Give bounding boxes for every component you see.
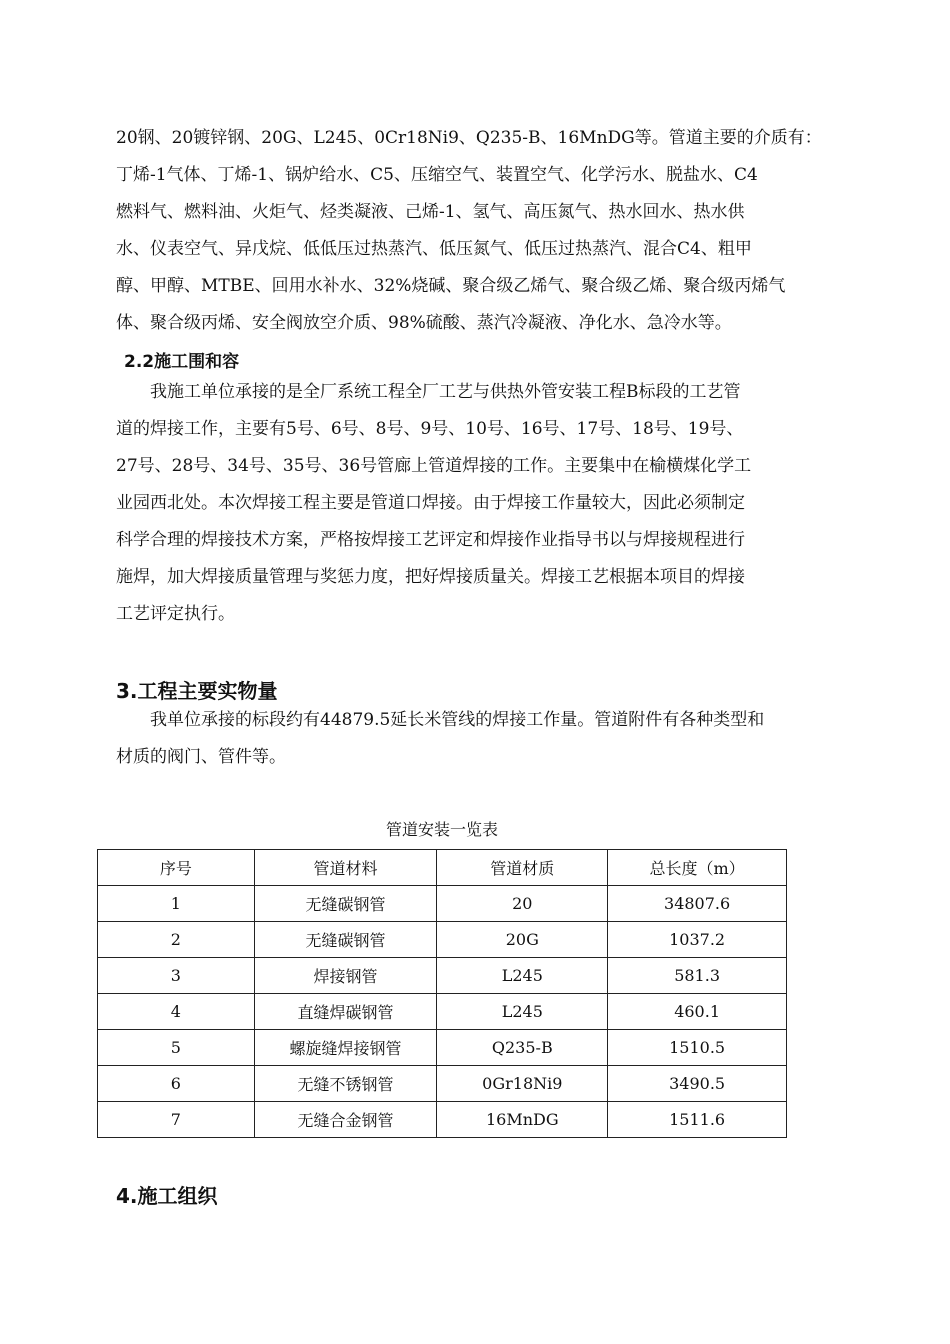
column-header-grade: 管道材质 — [437, 850, 608, 886]
section-2-2-line: 我施工单位承接的是全厂系统工程全厂工艺与供热外管安装工程B标段的工艺管 — [150, 382, 741, 402]
column-header-index: 序号 — [98, 850, 255, 886]
cell-index: 6 — [98, 1066, 255, 1102]
cell-grade: L245 — [437, 994, 608, 1030]
cell-length: 3490.5 — [608, 1066, 787, 1102]
intro-line: 醇、甲醇、MTBE、回用水补水、32%烧碱、聚合级乙烯气、聚合级乙烯、聚合级丙烯气 — [116, 276, 786, 296]
cell-index: 4 — [98, 994, 255, 1030]
cell-length: 1037.2 — [608, 922, 787, 958]
cell-material: 无缝碳钢管 — [254, 922, 437, 958]
cell-grade: Q235-B — [437, 1030, 608, 1066]
section-2-2-paragraph — [116, 374, 846, 633]
cell-material: 无缝碳钢管 — [254, 886, 437, 922]
section-2-2-line: 业园西北处。本次焊接工程主要是管道口焊接。由于焊接工作量较大，因此必须制定 — [116, 493, 745, 513]
cell-material: 无缝合金钢管 — [254, 1102, 437, 1138]
cell-grade: 0Gr18Ni9 — [437, 1066, 608, 1102]
table-row — [98, 958, 787, 994]
cell-length: 1510.5 — [608, 1030, 787, 1066]
cell-length: 1511.6 — [608, 1102, 787, 1138]
section-3-line: 我单位承接的标段约有44879.5延长米管线的焊接工作量。管道附件有各种类型和 — [150, 710, 765, 730]
cell-grade: 20 — [437, 886, 608, 922]
table-row — [98, 1066, 787, 1102]
table-row — [98, 994, 787, 1030]
cell-grade: 20G — [437, 922, 608, 958]
section-3-paragraph — [116, 702, 846, 776]
section-2-2-line: 工艺评定执行。 — [116, 604, 235, 624]
cell-length: 34807.6 — [608, 886, 787, 922]
table-row — [98, 922, 787, 958]
table-header-row — [98, 850, 787, 886]
cell-material: 螺旋缝焊接钢管 — [254, 1030, 437, 1066]
cell-material: 焊接钢管 — [254, 958, 437, 994]
intro-paragraph — [116, 120, 846, 342]
section-2-2-line: 27号、28号、34号、35号、36号管廊上管道焊接的工作。主要集中在榆横煤化学工 — [116, 456, 752, 476]
intro-line: 丁烯-1气体、丁烯-1、锅炉给水、C5、压缩空气、装置空气、化学污水、脱盐水、C4 — [116, 165, 758, 185]
section-4-heading: 4.施工组织 — [116, 1184, 218, 1208]
table-caption: 管道安装一览表 — [385, 820, 498, 839]
section-2-2-line: 道的焊接工作，主要有5号、6号、8号、9号、10号、16号、17号、18号、19号、 — [116, 419, 744, 439]
table-row — [98, 1030, 787, 1066]
intro-line: 体、聚合级丙烯、安全阀放空介质、98%硫酸、蒸汽冷凝液、净化水、急冷水等。 — [116, 313, 732, 333]
cell-material: 直缝焊碳钢管 — [254, 994, 437, 1030]
cell-length: 581.3 — [608, 958, 787, 994]
section-2-2-line: 施焊，加大焊接质量管理与奖惩力度，把好焊接质量关。焊接工艺根据本项目的焊接 — [116, 567, 745, 587]
intro-line: 20钢、20镀锌钢、20G、L245、0Cr18Ni9、Q235-B、16MnDG等。管道主要的介质有： — [116, 128, 822, 148]
cell-index: 2 — [98, 922, 255, 958]
section-3-line: 材质的阀门、管件等。 — [116, 747, 286, 767]
cell-length: 460.1 — [608, 994, 787, 1030]
cell-grade: 16MnDG — [437, 1102, 608, 1138]
pipe-installation-table — [97, 849, 787, 1138]
cell-index: 1 — [98, 886, 255, 922]
cell-grade: L245 — [437, 958, 608, 994]
cell-index: 5 — [98, 1030, 255, 1066]
intro-line: 燃料气、燃料油、火炬气、烃类凝液、己烯-1、氢气、高压氮气、热水回水、热水供 — [116, 202, 745, 222]
table-row — [98, 886, 787, 922]
table-row — [98, 1102, 787, 1138]
intro-line: 水、仪表空气、异戊烷、低低压过热蒸汽、低压氮气、低压过热蒸汽、混合C4、粗甲 — [116, 239, 752, 259]
cell-index: 7 — [98, 1102, 255, 1138]
section-3-heading: 3.工程主要实物量 — [116, 679, 278, 703]
column-header-material: 管道材料 — [254, 850, 437, 886]
column-header-length: 总长度（m） — [608, 850, 787, 886]
cell-material: 无缝不锈钢管 — [254, 1066, 437, 1102]
section-2-2-line: 科学合理的焊接技术方案，严格按焊接工艺评定和焊接作业指导书以与焊接规程进行 — [116, 530, 745, 550]
section-2-2-heading: 2.2施工围和容 — [124, 352, 240, 372]
cell-index: 3 — [98, 958, 255, 994]
